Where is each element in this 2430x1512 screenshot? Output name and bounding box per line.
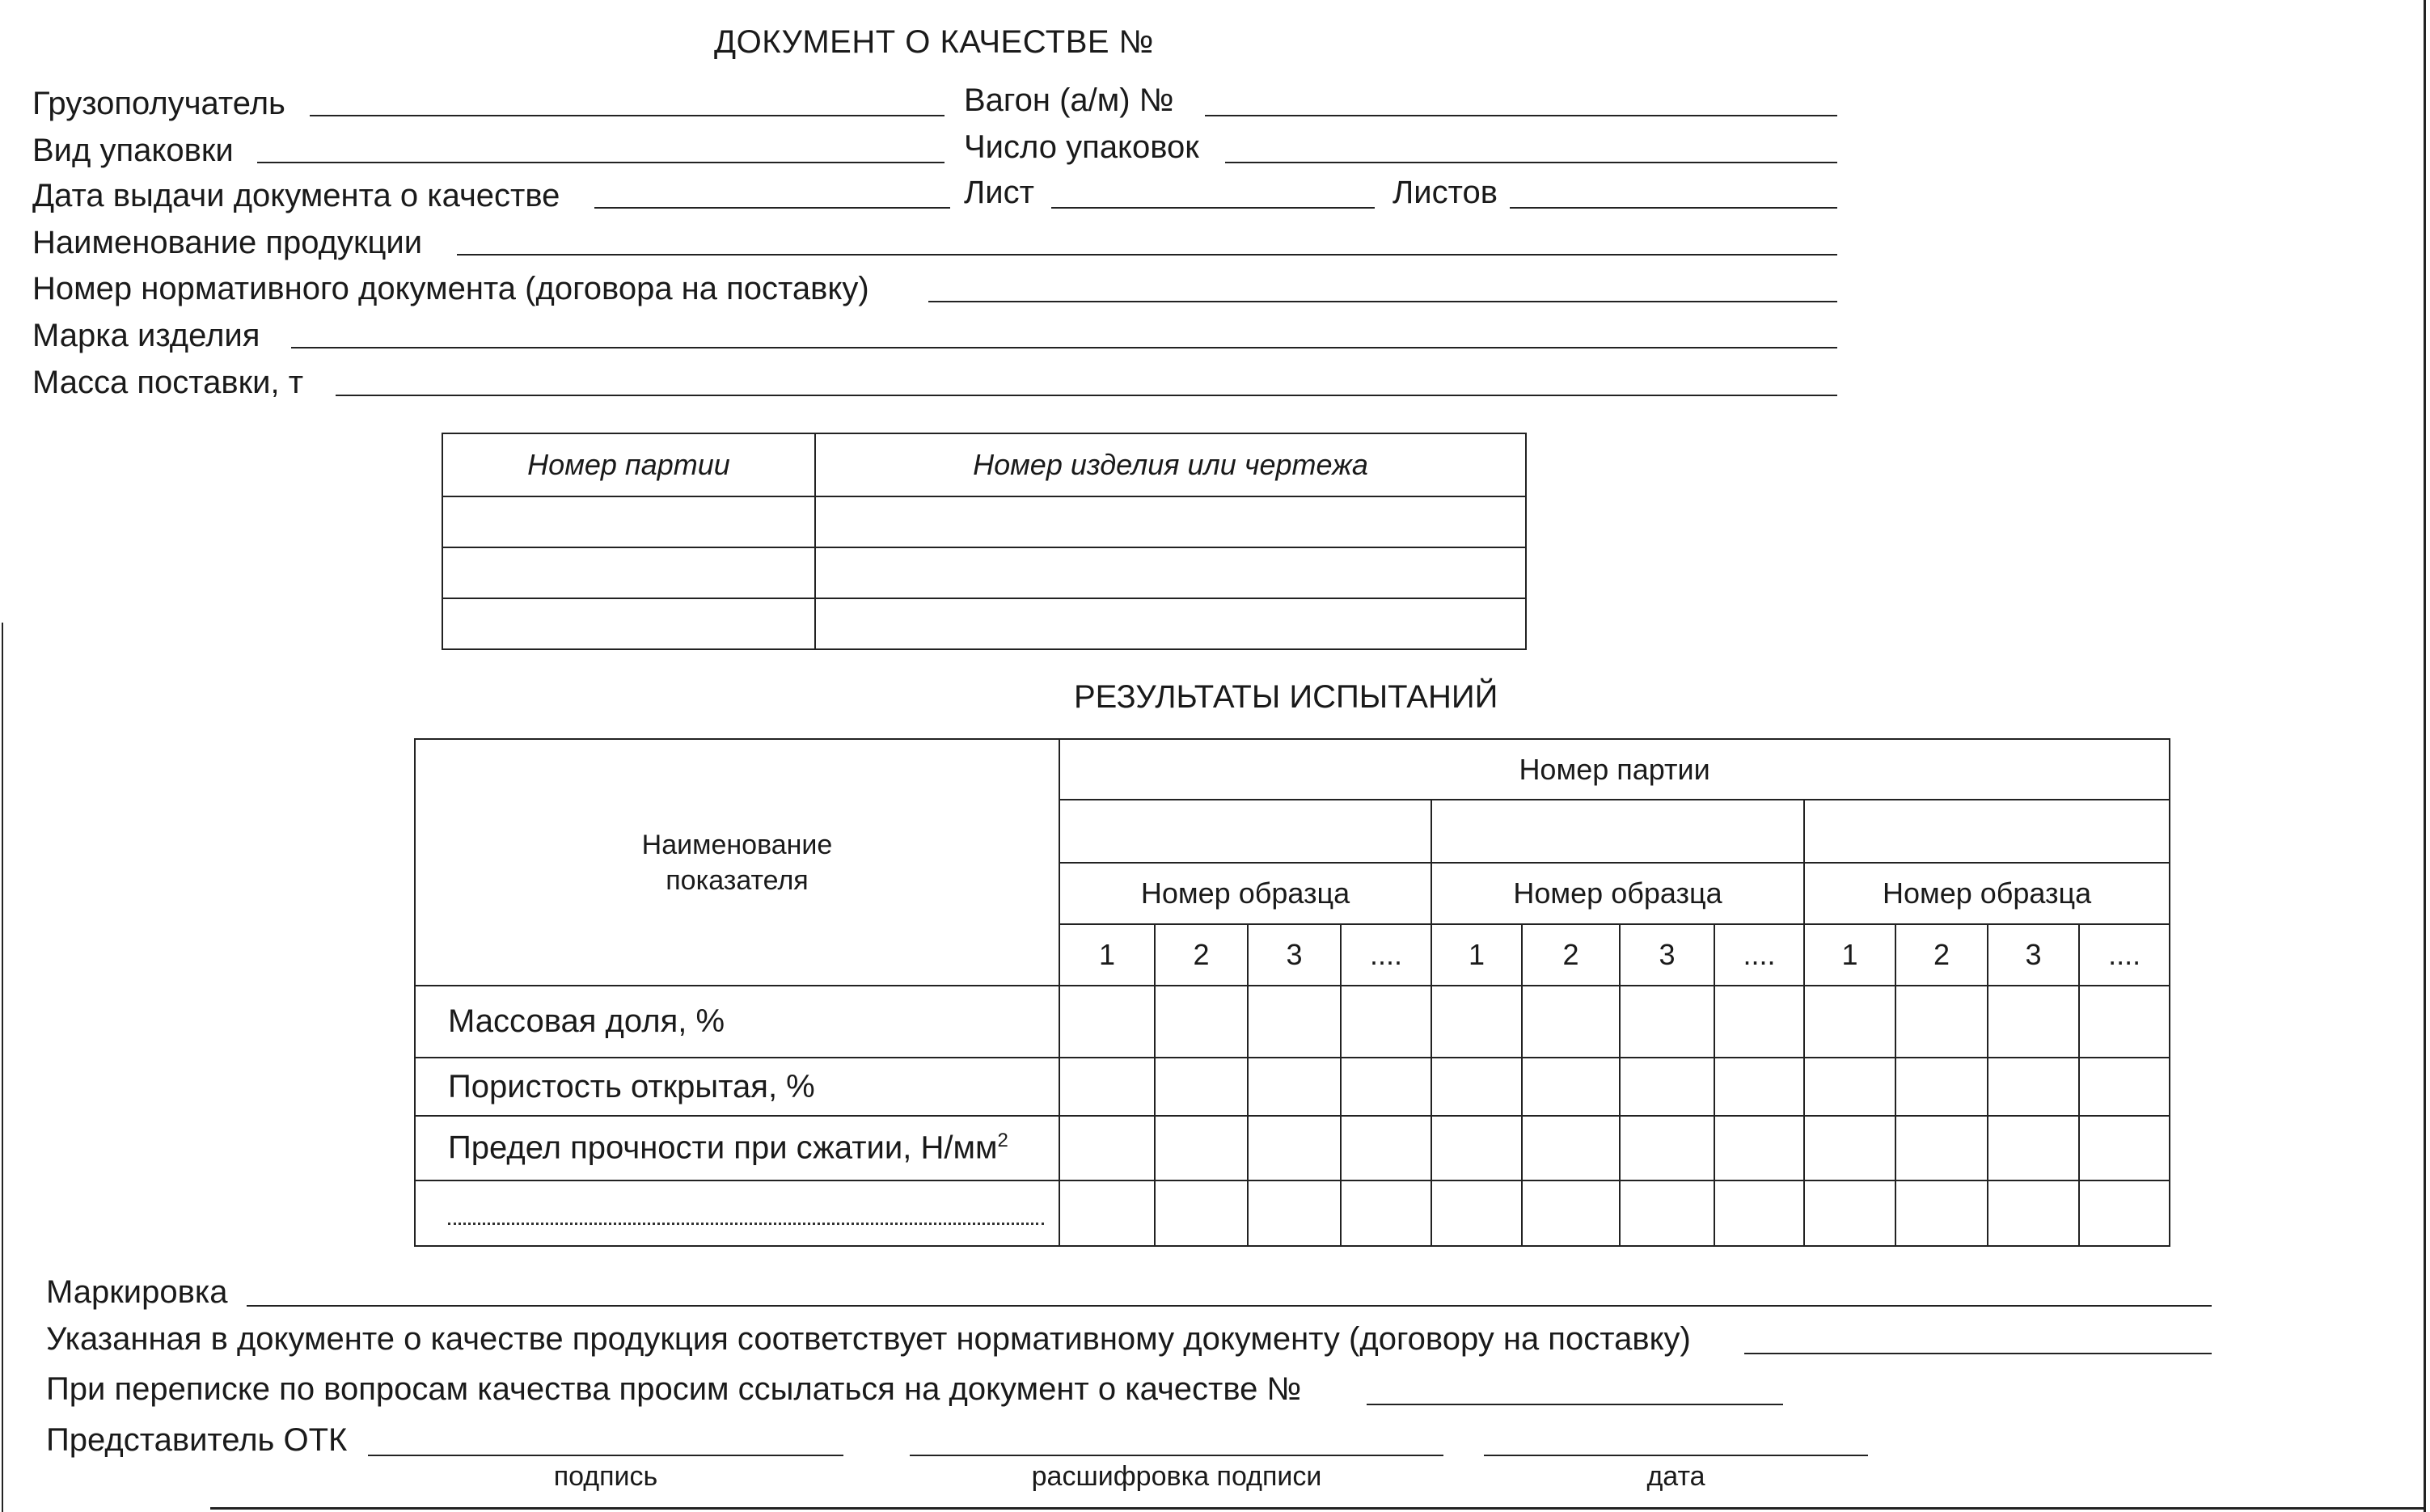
batch-number-header: Номер партии	[442, 433, 815, 496]
result-cell[interactable]	[1341, 1180, 1431, 1246]
batch-number-header: Номер партии	[1059, 739, 2170, 800]
result-cell[interactable]	[1341, 1116, 1431, 1180]
issue-date-field[interactable]	[594, 207, 950, 209]
result-cell[interactable]	[1248, 1116, 1341, 1180]
result-row	[415, 1058, 2170, 1116]
wagon-label: Вагон (а/м) №	[964, 82, 1174, 118]
wagon-field[interactable]	[1205, 115, 1837, 116]
result-cell[interactable]	[1155, 1058, 1248, 1116]
result-cell[interactable]	[1988, 986, 2079, 1058]
sample-number-header: Номер образца	[1059, 863, 1431, 924]
indicator-name-header	[415, 739, 1059, 986]
result-cell[interactable]	[1714, 1116, 1804, 1180]
results-table	[414, 738, 2170, 1247]
marking-label: Маркировка	[46, 1274, 228, 1310]
sample-1-header: 1	[1804, 924, 1895, 986]
sample-1-header: 1	[1059, 924, 1155, 986]
product-grade-label: Марка изделия	[32, 318, 260, 353]
result-cell[interactable]	[1431, 986, 1522, 1058]
result-cell[interactable]	[1341, 1058, 1431, 1116]
item-drawing-number-cell[interactable]	[815, 598, 1526, 649]
additional-indicator-cell[interactable]	[415, 1180, 1059, 1246]
sample-2-header: 2	[1522, 924, 1620, 986]
sample-2-header: 2	[1155, 924, 1248, 986]
sample-number-header: Номер образца	[1804, 863, 2170, 924]
sample-number-header: Номер образца	[1431, 863, 1804, 924]
result-cell[interactable]	[1714, 1058, 1804, 1116]
result-cell[interactable]	[1522, 1058, 1620, 1116]
result-cell[interactable]	[2079, 1180, 2170, 1246]
product-name-label: Наименование продукции	[32, 225, 423, 260]
result-cell[interactable]	[1620, 986, 1714, 1058]
result-cell[interactable]	[1155, 986, 1248, 1058]
sheets-label: Листов	[1392, 175, 1498, 210]
result-cell[interactable]	[1248, 1058, 1341, 1116]
result-cell[interactable]	[1248, 1180, 1341, 1246]
normative-doc-label: Номер нормативного документа (договора на поставку)	[32, 271, 869, 306]
batch-3-number-cell[interactable]	[1804, 800, 2170, 863]
product-grade-field[interactable]	[291, 347, 1837, 348]
signature-field[interactable]	[368, 1455, 843, 1456]
packing-count-field[interactable]	[1225, 162, 1837, 163]
date-caption: дата	[1646, 1461, 1705, 1492]
result-row	[415, 1180, 2170, 1246]
correspondence-number-field[interactable]	[1367, 1404, 1783, 1405]
indicator-name-header-text: Наименование показателя	[641, 829, 833, 896]
result-cell[interactable]	[1059, 1180, 1155, 1246]
batch-table-row	[442, 496, 1526, 547]
batch-number-cell[interactable]	[442, 547, 815, 598]
open-porosity-label: Пористость открытая, %	[415, 1058, 1059, 1116]
otk-representative-label: Представитель ОТК	[46, 1422, 348, 1458]
item-drawing-number-header: Номер изделия или чертежа	[815, 433, 1526, 496]
normative-doc-field[interactable]	[928, 301, 1837, 302]
item-drawing-number-cell[interactable]	[815, 547, 1526, 598]
result-cell[interactable]	[1988, 1180, 2079, 1246]
correspondence-statement: При переписке по вопросам качества просим ссылаться на документ о качестве №	[46, 1371, 1302, 1407]
issue-date-label: Дата выдачи документа о качестве	[32, 178, 560, 213]
result-cell[interactable]	[1895, 1180, 1988, 1246]
delivery-mass-label: Масса поставки, т	[32, 365, 304, 400]
result-cell[interactable]	[1431, 1180, 1522, 1246]
result-cell[interactable]	[1620, 1058, 1714, 1116]
batch-table-row	[442, 598, 1526, 649]
bottom-border	[210, 1507, 2426, 1510]
consignee-label: Грузополучатель	[32, 86, 285, 121]
result-cell[interactable]	[1155, 1180, 1248, 1246]
batch-table	[442, 433, 1527, 650]
compliance-field[interactable]	[1744, 1353, 2212, 1354]
squared-superscript: 2	[997, 1130, 1008, 1152]
result-cell[interactable]	[1988, 1058, 2079, 1116]
result-cell[interactable]	[2079, 1058, 2170, 1116]
result-cell[interactable]	[1714, 1180, 1804, 1246]
dotted-line	[448, 1202, 1044, 1225]
result-row	[415, 1116, 2170, 1180]
document-title: ДОКУМЕНТ О КАЧЕСТВЕ №	[714, 24, 1155, 60]
packing-type-field[interactable]	[257, 162, 945, 163]
signature-decode-caption: расшифровка подписи	[1031, 1461, 1322, 1492]
sample-1-header: 1	[1431, 924, 1522, 986]
sheet-label: Лист	[964, 175, 1034, 210]
results-title: РЕЗУЛЬТАТЫ ИСПЫТАНИЙ	[1074, 679, 1498, 715]
result-cell[interactable]	[1895, 1116, 1988, 1180]
result-cell[interactable]	[1714, 986, 1804, 1058]
result-cell[interactable]	[1522, 986, 1620, 1058]
item-drawing-number-cell[interactable]	[815, 496, 1526, 547]
batch-1-number-cell[interactable]	[1059, 800, 1431, 863]
sample-more-header: ....	[1714, 924, 1804, 986]
result-cell[interactable]	[1522, 1116, 1620, 1180]
result-cell[interactable]	[2079, 1116, 2170, 1180]
sample-more-header: ....	[1341, 924, 1431, 986]
compressive-strength-text: Предел прочности при сжатии, Н/мм	[448, 1130, 998, 1166]
marking-field[interactable]	[247, 1305, 2212, 1307]
result-cell[interactable]	[1804, 986, 1895, 1058]
mass-fraction-label: Массовая доля, %	[415, 986, 1059, 1058]
sample-2-header: 2	[1895, 924, 1988, 986]
result-cell[interactable]	[1804, 1058, 1895, 1116]
compliance-statement: Указанная в документе о качестве продукция соответствует нормативному документу (договору на поставку)	[46, 1321, 1691, 1357]
result-cell[interactable]	[1895, 1058, 1988, 1116]
result-cell[interactable]	[1059, 1116, 1155, 1180]
result-cell[interactable]	[1341, 986, 1431, 1058]
product-name-field[interactable]	[457, 254, 1837, 256]
sample-3-header: 3	[1988, 924, 2079, 986]
result-cell[interactable]	[1059, 986, 1155, 1058]
date-field[interactable]	[1484, 1455, 1868, 1456]
result-cell[interactable]	[1522, 1180, 1620, 1246]
result-cell[interactable]	[1620, 1180, 1714, 1246]
result-cell[interactable]	[1804, 1116, 1895, 1180]
batch-2-number-cell[interactable]	[1431, 800, 1804, 863]
result-cell[interactable]	[1248, 986, 1341, 1058]
left-border	[2, 623, 3, 1512]
result-cell[interactable]	[1155, 1116, 1248, 1180]
signature-caption: подпись	[553, 1461, 658, 1492]
sheet-field[interactable]	[1051, 207, 1375, 209]
result-cell[interactable]	[1059, 1058, 1155, 1116]
result-cell[interactable]	[1431, 1116, 1522, 1180]
signature-decode-field[interactable]	[910, 1455, 1443, 1456]
sample-3-header: 3	[1248, 924, 1341, 986]
consignee-field[interactable]	[310, 115, 945, 116]
sample-3-header: 3	[1620, 924, 1714, 986]
sheets-field[interactable]	[1510, 207, 1837, 209]
result-cell[interactable]	[1988, 1116, 2079, 1180]
result-cell[interactable]	[2079, 986, 2170, 1058]
packing-count-label: Число упаковок	[964, 129, 1199, 165]
delivery-mass-field[interactable]	[336, 395, 1837, 396]
batch-number-cell[interactable]	[442, 496, 815, 547]
result-cell[interactable]	[1431, 1058, 1522, 1116]
right-border	[2424, 0, 2426, 1512]
sample-more-header: ....	[2079, 924, 2170, 986]
packing-type-label: Вид упаковки	[32, 133, 234, 168]
batch-table-row	[442, 547, 1526, 598]
result-row	[415, 986, 2170, 1058]
result-cell[interactable]	[1895, 986, 1988, 1058]
result-cell[interactable]	[1620, 1116, 1714, 1180]
batch-number-cell[interactable]	[442, 598, 815, 649]
result-cell[interactable]	[1804, 1180, 1895, 1246]
compressive-strength-label	[415, 1116, 1059, 1180]
